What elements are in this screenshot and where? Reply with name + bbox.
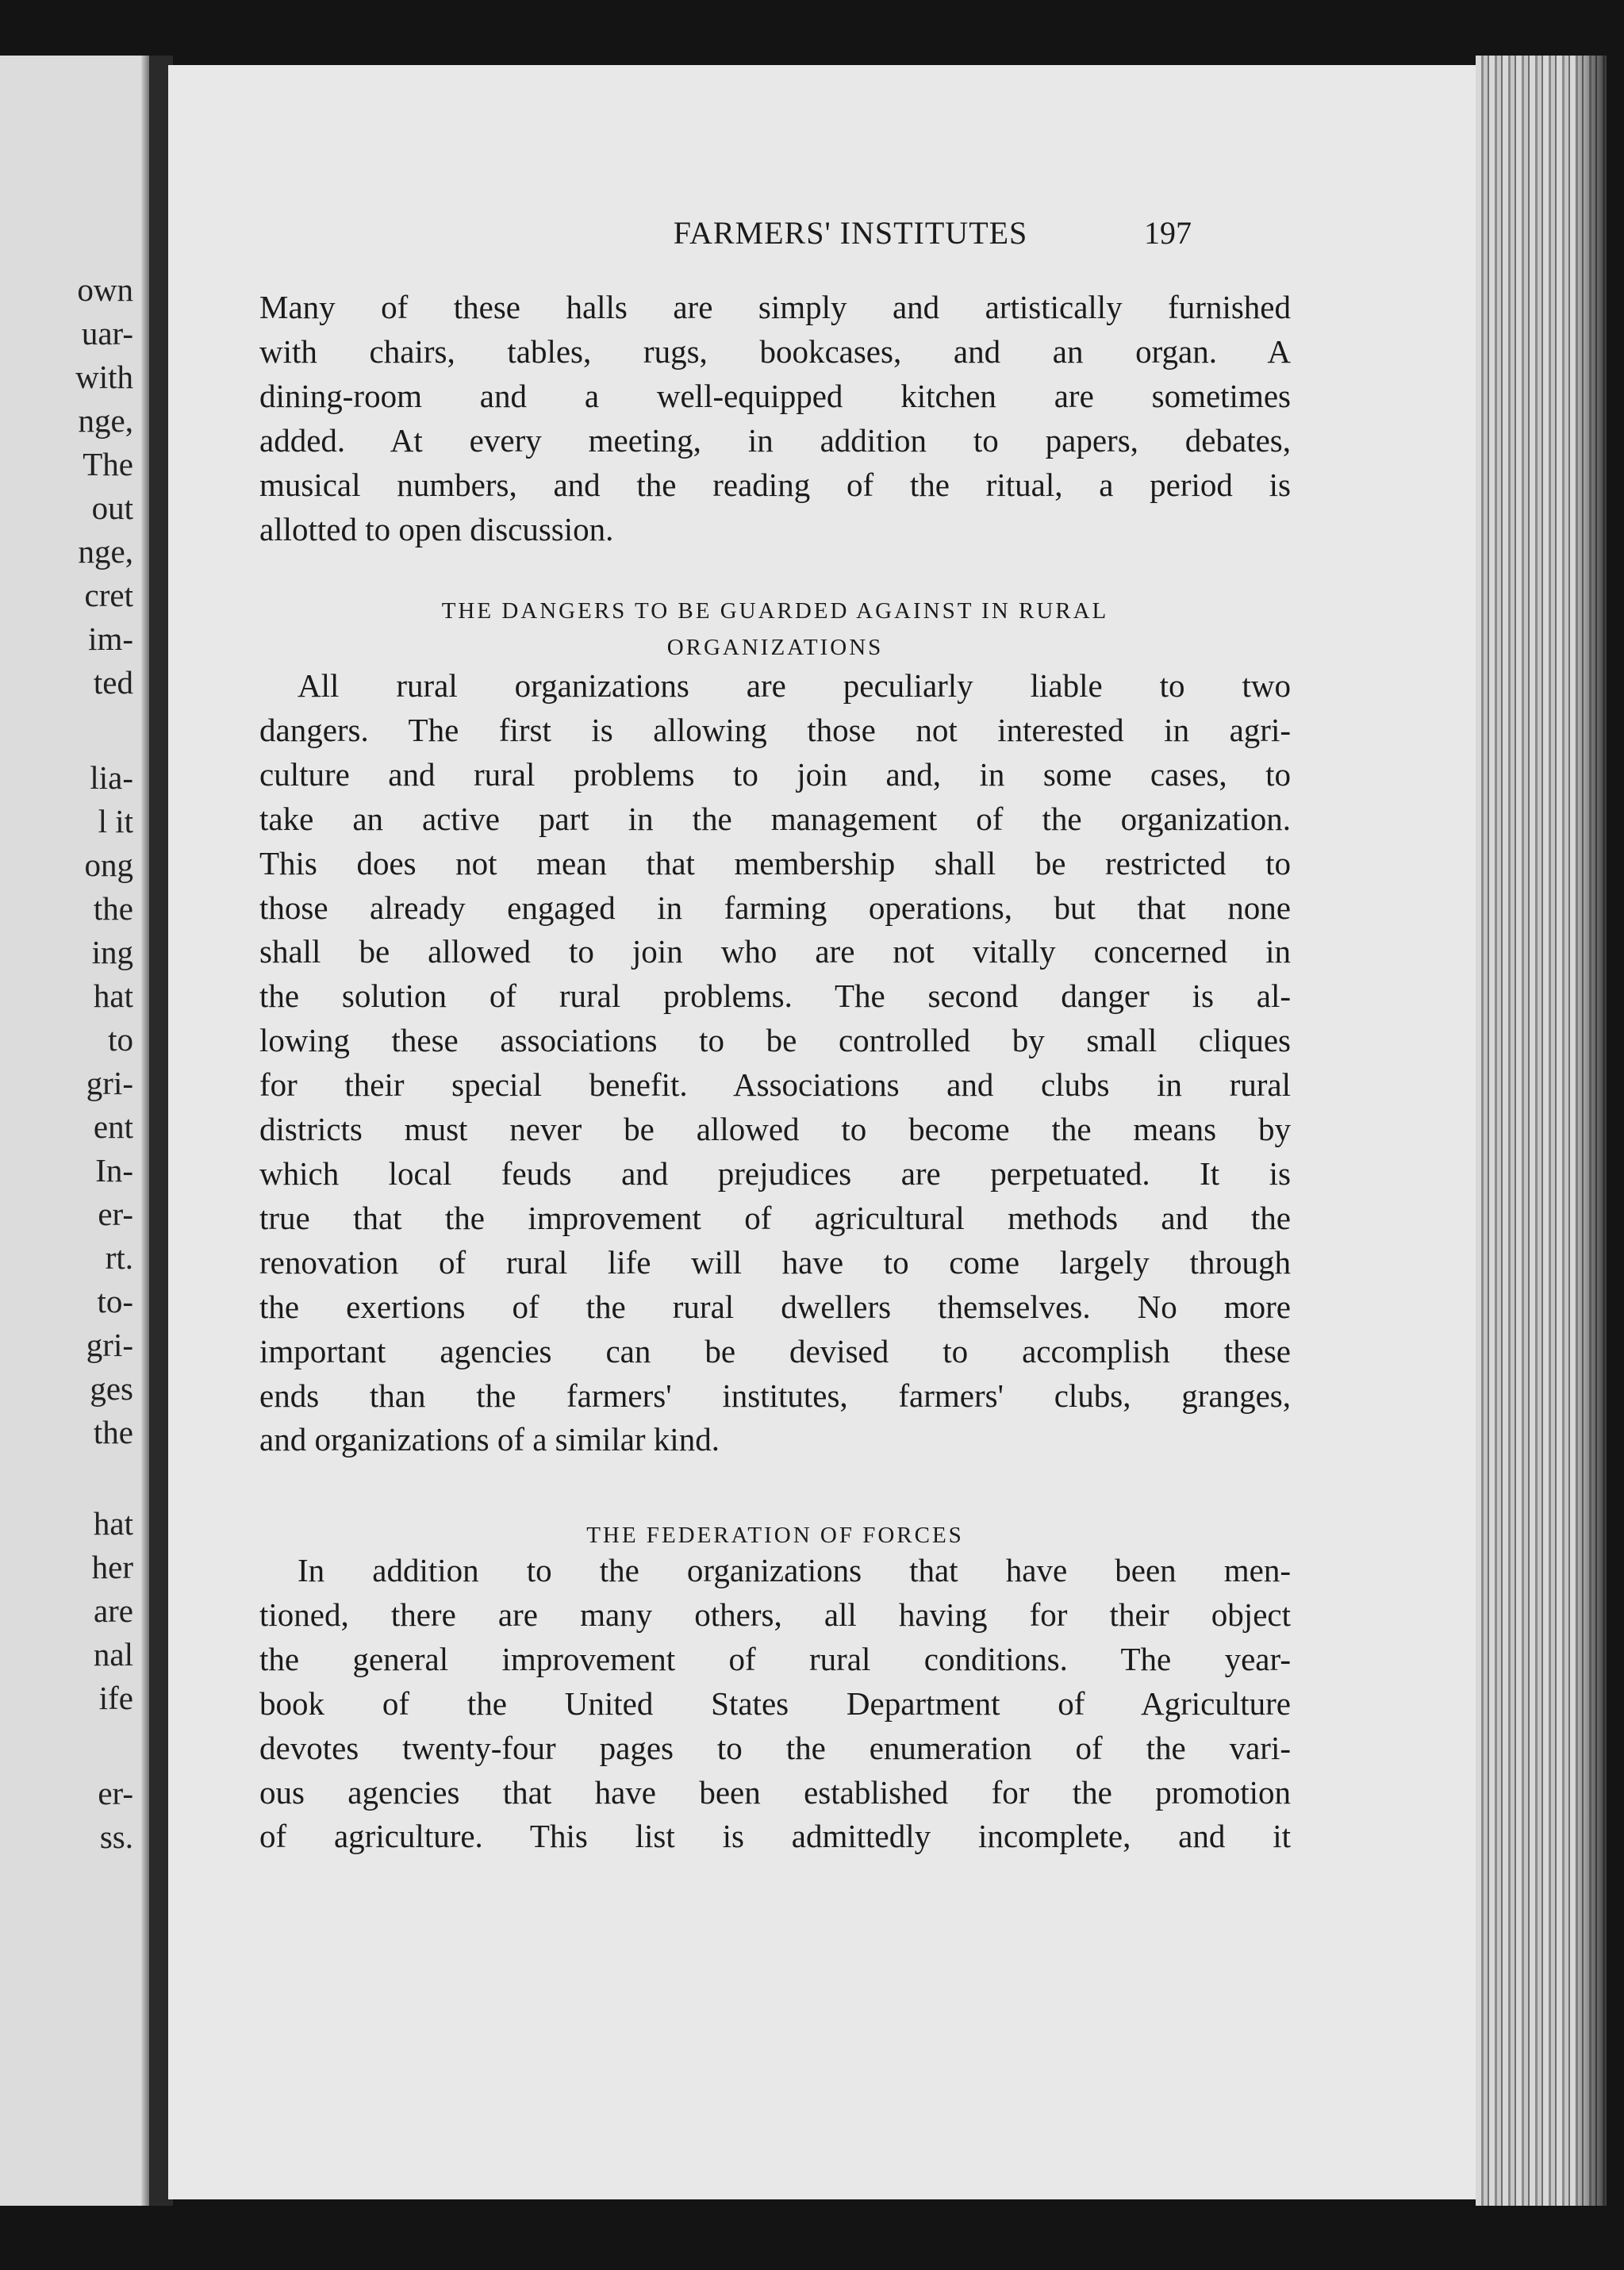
left-page-fragment: nge, — [78, 402, 133, 439]
paragraph-federation — [259, 1549, 1291, 1859]
text-line: take an active part in the management of the organization. — [259, 800, 1291, 837]
left-page-fragment: nal — [93, 1636, 133, 1673]
text-line: with chairs, tables, rugs, bookcases, and an organ. A — [259, 332, 1291, 370]
left-page-fragment: to- — [97, 1283, 133, 1319]
text-line: added. At every meeting, in addition to papers, debates, — [259, 421, 1291, 459]
page-edges-shadow — [1575, 56, 1607, 2206]
left-page-fragment: im- — [88, 620, 133, 657]
right-page — [168, 65, 1493, 2199]
left-page-fragment: own — [77, 271, 133, 308]
text-line: lowing these associations to be controlled by small cliques — [259, 1022, 1291, 1059]
left-page-fragment: lia- — [90, 759, 133, 796]
left-page-fragment: the — [93, 1414, 133, 1450]
text-line: shall be allowed to join who are not vitally concerned in — [259, 933, 1291, 970]
left-page-fragment: gri- — [86, 1327, 133, 1363]
page-number: 197 — [1144, 215, 1192, 251]
text-line: book of the United States Department of Agriculture — [259, 1684, 1291, 1722]
text-line: those already engaged in farming operations, but that none — [259, 889, 1291, 926]
left-page-fragment: cret — [84, 577, 133, 613]
left-page-fragment: with — [75, 359, 133, 395]
text-line: the exertions of the rural dwellers themselves. No more — [259, 1288, 1291, 1325]
text-line: culture and rural problems to join and, in some cases, to — [259, 755, 1291, 793]
left-page-fragment: ife — [98, 1680, 133, 1716]
text-line: tioned, there are many others, all having for their object — [259, 1596, 1291, 1633]
text-line: renovation of rural life will have to come largely through — [259, 1243, 1291, 1281]
left-page-fragment: her — [91, 1549, 133, 1585]
text-line: dangers. The first is allowing those not interested in agri- — [259, 711, 1291, 748]
left-page-gutter — [141, 56, 149, 2206]
left-page — [0, 56, 149, 2206]
paragraph-halls — [259, 286, 1291, 551]
left-page-fragment: are — [93, 1592, 133, 1629]
text-line: of agriculture. This list is admittedly incomplete, and it — [259, 1818, 1291, 1855]
text-line: districts must never be allowed to become the means by — [259, 1111, 1291, 1148]
text-line: true that the improvement of agricultural methods and the — [259, 1199, 1291, 1236]
left-page-fragment: er- — [98, 1196, 133, 1232]
text-line: which local feuds and prejudices are perpetuated. It is — [259, 1154, 1291, 1192]
heading-line: ORGANIZATIONS — [666, 635, 884, 660]
left-page-fragment: ent — [93, 1108, 133, 1145]
text-line: musical numbers, and the reading of the ritual, a period is — [259, 466, 1291, 503]
text-line: ends than the farmers' institutes, farmers' clubs, granges, — [259, 1377, 1291, 1414]
text-line: All rural organizations are peculiarly liable to two — [298, 667, 1291, 704]
text-line: important agencies can be devised to accomplish these — [259, 1332, 1291, 1369]
left-page-fragment: gri- — [86, 1065, 133, 1101]
left-page-fragment: ss. — [99, 1819, 133, 1855]
text-line: the solution of rural problems. The second danger is al- — [259, 978, 1291, 1015]
page-edges — [1476, 56, 1607, 2206]
text-line: for their special benefit. Associations and clubs in rural — [259, 1066, 1291, 1104]
text-line: devotes twenty-four pages to the enumeration of the vari- — [259, 1729, 1291, 1766]
left-page-fragment: uar- — [81, 315, 133, 351]
left-page-fragment: out — [91, 490, 133, 526]
left-page-fragment: hat — [93, 978, 133, 1014]
text-line: In addition to the organizations that have been men- — [298, 1552, 1291, 1588]
paragraph-dangers — [259, 664, 1291, 1462]
left-page-fragment: l it — [98, 803, 133, 839]
left-page-fragment: to — [108, 1021, 133, 1058]
left-page-fragment: er- — [98, 1775, 133, 1811]
heading-line: THE DANGERS TO BE GUARDED AGAINST IN RURAL — [441, 598, 1109, 624]
left-page-fragment: ing — [91, 934, 133, 970]
running-header-title: FARMERS' INSTITUTES — [673, 215, 1028, 251]
text-line: This does not mean that membership shall be restricted to — [259, 844, 1291, 881]
left-page-fragment: ted — [93, 664, 133, 701]
left-page-fragment: the — [93, 890, 133, 927]
section-heading-federation: THE FEDERATION OF FORCES — [586, 1523, 964, 1548]
text-line: Many of these halls are simply and artistically furnished — [259, 289, 1291, 325]
text-line: ous agencies that have been established for the promotion — [259, 1773, 1291, 1811]
text-line: the general improvement of rural conditions. The year- — [259, 1640, 1291, 1677]
text-line: allotted to open discussion. — [259, 510, 614, 547]
left-page-fragment: In- — [95, 1152, 133, 1189]
left-page-fragment: hat — [93, 1505, 133, 1542]
left-page-fragment: ges — [90, 1370, 133, 1407]
left-page-fragment: The — [83, 446, 133, 482]
left-page-fragment: rt. — [105, 1239, 133, 1276]
text-line: and organizations of a similar kind. — [259, 1421, 720, 1458]
text-line: dining-room and a well-equipped kitchen are sometimes — [259, 377, 1291, 414]
left-page-fragment: nge, — [78, 533, 133, 570]
section-heading-dangers — [259, 593, 1291, 666]
left-page-fragment: ong — [84, 847, 133, 883]
